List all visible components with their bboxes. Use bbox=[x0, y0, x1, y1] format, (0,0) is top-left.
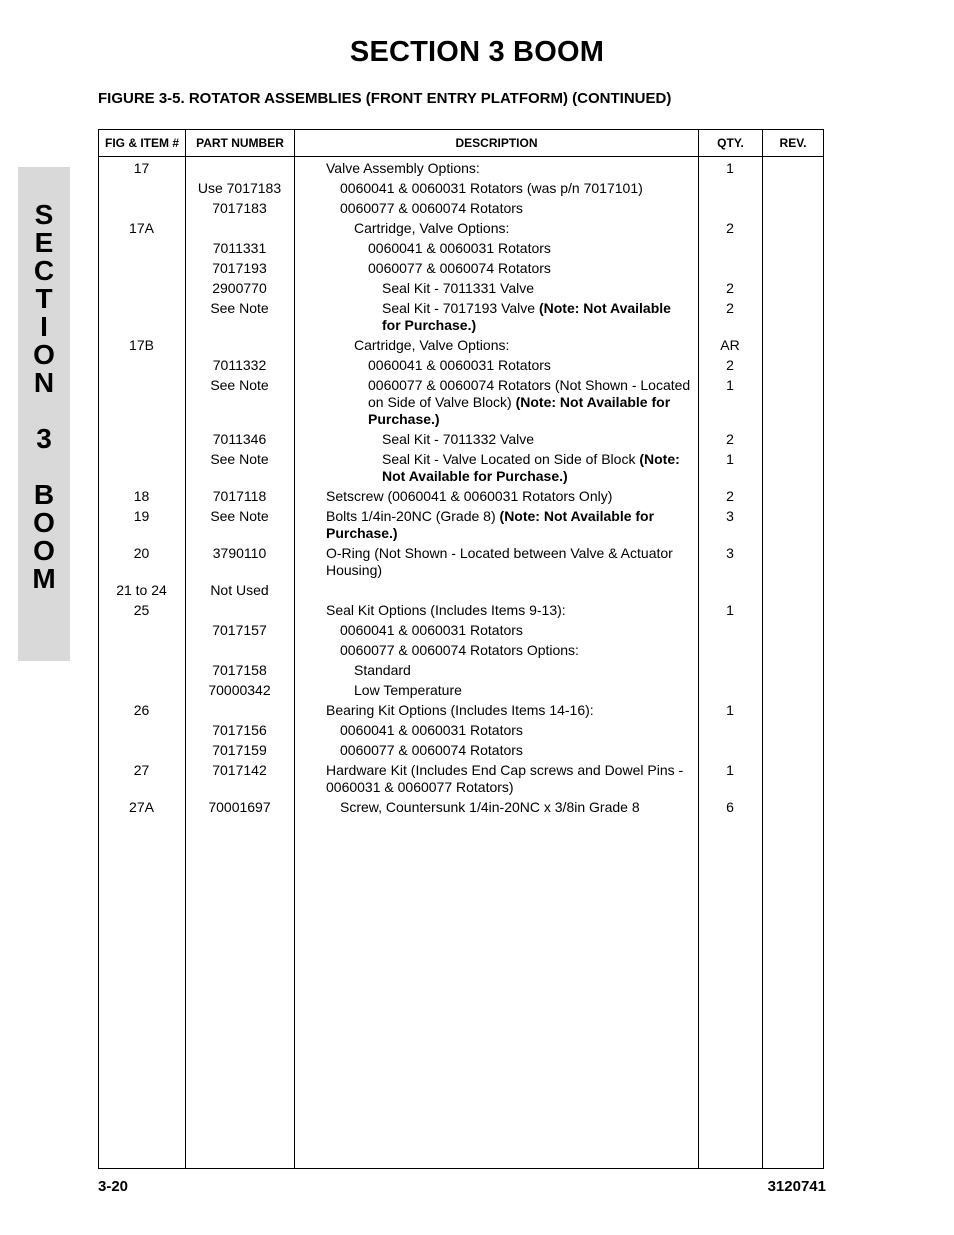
part-number-cell: 70000342 bbox=[208, 682, 271, 698]
description-text: 0060077 & 0060074 Rotators (Not Shown - Located on Side of Valve Block) bbox=[368, 377, 691, 410]
qty-cell: 2 bbox=[726, 357, 734, 373]
description-cell bbox=[294, 799, 698, 816]
table-row bbox=[98, 160, 824, 177]
qty-cell: 2 bbox=[726, 431, 734, 447]
table-row bbox=[98, 260, 824, 277]
description-cell bbox=[294, 357, 698, 374]
qty-cell: 3 bbox=[726, 545, 734, 561]
qty-cell: 1 bbox=[726, 451, 734, 467]
column-header-part-number: PART NUMBER bbox=[186, 130, 295, 157]
description-text: Cartridge, Valve Options: bbox=[354, 220, 510, 236]
table-row bbox=[98, 357, 824, 374]
table-row bbox=[98, 377, 824, 428]
description-cell bbox=[294, 488, 698, 505]
table-row bbox=[98, 337, 824, 354]
description-text: Seal Kit Options (Includes Items 9-13): bbox=[326, 602, 566, 618]
description-text: 0060077 & 0060074 Rotators Options: bbox=[340, 642, 579, 658]
description-text: 0060041 & 0060031 Rotators bbox=[368, 357, 551, 373]
description-cell bbox=[294, 220, 698, 237]
description-cell bbox=[294, 682, 698, 699]
description-text: Bearing Kit Options (Includes Items 14-16): bbox=[326, 702, 594, 718]
description-text: Low Temperature bbox=[354, 682, 462, 698]
side-tab-letter: O bbox=[33, 339, 55, 370]
description-note: (Note: Not Available for Purchase.) bbox=[368, 394, 671, 427]
table-row bbox=[98, 180, 824, 197]
part-number-cell: 7017158 bbox=[212, 662, 267, 678]
side-tab-letter: B bbox=[33, 479, 55, 510]
table-row bbox=[98, 300, 824, 334]
description-cell bbox=[294, 642, 698, 659]
item-number-cell: 27 bbox=[133, 762, 150, 778]
column-header-qty: QTY. bbox=[699, 130, 763, 157]
qty-cell: 2 bbox=[726, 300, 734, 316]
description-cell bbox=[294, 545, 698, 579]
side-tab-letter: 3 bbox=[36, 423, 52, 454]
qty-cell: 1 bbox=[726, 762, 734, 778]
table-row bbox=[98, 545, 824, 579]
description-text: 0060041 & 0060031 Rotators bbox=[368, 240, 551, 256]
side-tab-letter: T bbox=[35, 283, 53, 314]
description-cell bbox=[294, 431, 698, 448]
qty-cell: 6 bbox=[726, 799, 734, 815]
column-header-rev: REV. bbox=[763, 130, 824, 157]
item-number-cell: 21 to 24 bbox=[116, 582, 167, 598]
table-row bbox=[98, 702, 824, 719]
description-text: Cartridge, Valve Options: bbox=[354, 337, 510, 353]
part-number-cell: Use 7017183 bbox=[197, 180, 282, 196]
table-row bbox=[98, 508, 824, 542]
figure-title: FIGURE 3-5. ROTATOR ASSEMBLIES (FRONT ENTRY PLATFORM) (CONTINUED) bbox=[98, 90, 672, 107]
part-number-cell: Not Used bbox=[210, 582, 269, 598]
column-header-item: FIG & ITEM # bbox=[99, 130, 186, 157]
qty-cell: 3 bbox=[726, 508, 734, 524]
part-number-cell: See Note bbox=[210, 508, 269, 524]
description-text: Screw, Countersunk 1/4in-20NC x 3/8in Grade 8 bbox=[340, 799, 640, 815]
qty-cell: 1 bbox=[726, 702, 734, 718]
description-note: (Note: Not Available for Purchase.) bbox=[382, 451, 680, 484]
table-row bbox=[98, 240, 824, 257]
part-number-cell: 7017142 bbox=[212, 762, 267, 778]
description-cell bbox=[294, 240, 698, 257]
description-cell bbox=[294, 451, 698, 485]
table-row bbox=[98, 622, 824, 639]
part-number-cell: See Note bbox=[210, 377, 269, 393]
part-number-cell: 70001697 bbox=[208, 799, 271, 815]
description-text: 0060041 & 0060031 Rotators bbox=[340, 722, 523, 738]
qty-cell: 2 bbox=[726, 488, 734, 504]
qty-cell: 2 bbox=[726, 280, 734, 296]
table-row bbox=[98, 742, 824, 759]
table-row bbox=[98, 200, 824, 217]
side-tab-letter: I bbox=[40, 311, 48, 342]
table-row bbox=[98, 582, 824, 599]
description-note: (Note: Not Available for Purchase.) bbox=[382, 300, 671, 333]
description-cell bbox=[294, 260, 698, 277]
description-cell bbox=[294, 602, 698, 619]
table-row bbox=[98, 488, 824, 505]
description-cell bbox=[294, 702, 698, 719]
side-tab-text bbox=[18, 201, 70, 593]
table-row bbox=[98, 682, 824, 699]
side-tab-letter: S bbox=[34, 199, 54, 230]
part-number-cell: See Note bbox=[210, 451, 269, 467]
description-text: Standard bbox=[354, 662, 411, 678]
section-title: SECTION 3 BOOM bbox=[349, 36, 605, 68]
table-row bbox=[98, 602, 824, 619]
item-number-cell: 19 bbox=[133, 508, 150, 524]
item-number-cell: 18 bbox=[133, 488, 150, 504]
side-tab-letter: M bbox=[32, 563, 56, 594]
side-tab-letter: O bbox=[33, 535, 55, 566]
description-text: 0060077 & 0060074 Rotators bbox=[340, 200, 523, 216]
item-number-cell: 17A bbox=[129, 220, 154, 236]
parts-table-rows bbox=[98, 157, 824, 816]
page-number: 3-20 bbox=[98, 1178, 129, 1195]
qty-cell: 2 bbox=[726, 220, 734, 236]
qty-cell: 1 bbox=[726, 602, 734, 618]
item-number-cell: 25 bbox=[133, 602, 150, 618]
description-text: 0060041 & 0060031 Rotators bbox=[340, 622, 523, 638]
part-number-cell: 7011331 bbox=[212, 240, 267, 256]
item-number-cell: 26 bbox=[133, 702, 150, 718]
qty-cell: 1 bbox=[726, 377, 734, 393]
qty-cell: AR bbox=[720, 337, 740, 353]
description-cell bbox=[294, 180, 698, 197]
description-cell bbox=[294, 377, 698, 428]
description-cell bbox=[294, 662, 698, 679]
part-number-cell: 3790110 bbox=[212, 545, 267, 561]
table-row bbox=[98, 280, 824, 297]
part-number-cell: See Note bbox=[210, 300, 269, 316]
side-tab-letter: E bbox=[34, 227, 54, 258]
part-number-cell: 7017159 bbox=[212, 742, 267, 758]
description-cell bbox=[294, 200, 698, 217]
description-cell bbox=[294, 762, 698, 796]
description-text: Seal Kit - 7011331 Valve bbox=[382, 280, 535, 296]
description-cell bbox=[294, 300, 698, 334]
description-cell bbox=[294, 337, 698, 354]
section-side-tab bbox=[18, 167, 70, 661]
table-row bbox=[98, 799, 824, 816]
part-number-cell: 7011346 bbox=[212, 431, 267, 447]
table-row bbox=[98, 642, 824, 659]
item-number-cell: 20 bbox=[133, 545, 150, 561]
item-number-cell: 27A bbox=[129, 799, 154, 815]
part-number-cell: 7017183 bbox=[212, 200, 267, 216]
part-number-cell: 2900770 bbox=[212, 280, 267, 296]
description-text: Hardware Kit (Includes End Cap screws and Dowel Pins - 0060031 & 0060077 Rotators) bbox=[326, 762, 684, 795]
description-text: Seal Kit - 7011332 Valve bbox=[382, 431, 535, 447]
description-text: Seal Kit - 7017193 Valve bbox=[382, 300, 539, 316]
table-row bbox=[98, 431, 824, 448]
description-cell bbox=[294, 508, 698, 542]
item-number-cell: 17B bbox=[129, 337, 154, 353]
part-number-cell: 7017156 bbox=[212, 722, 267, 738]
description-cell bbox=[294, 722, 698, 739]
part-number-cell: 7017193 bbox=[212, 260, 267, 276]
table-row bbox=[98, 762, 824, 796]
description-cell bbox=[294, 742, 698, 759]
description-cell bbox=[294, 280, 698, 297]
part-number-cell: 7017118 bbox=[212, 488, 267, 504]
description-text: Bolts 1/4in-20NC (Grade 8) bbox=[326, 508, 500, 524]
description-note: (Note: Not Available for Purchase.) bbox=[326, 508, 655, 541]
description-text: Setscrew (0060041 & 0060031 Rotators Only) bbox=[326, 488, 613, 504]
side-tab-letter: C bbox=[33, 255, 55, 286]
description-cell bbox=[294, 160, 698, 177]
item-number-cell: 17 bbox=[133, 160, 150, 176]
table-row bbox=[98, 722, 824, 739]
table-row bbox=[98, 220, 824, 237]
column-header-description: DESCRIPTION bbox=[295, 130, 699, 157]
side-tab-letter: N bbox=[33, 367, 55, 398]
part-number-cell: 7017157 bbox=[212, 622, 267, 638]
table-row bbox=[98, 451, 824, 485]
description-text: 0060077 & 0060074 Rotators bbox=[340, 742, 523, 758]
description-cell bbox=[294, 622, 698, 639]
side-tab-letter: O bbox=[33, 507, 55, 538]
document-number: 3120741 bbox=[767, 1178, 826, 1195]
table-row bbox=[98, 662, 824, 679]
description-text: 0060077 & 0060074 Rotators bbox=[368, 260, 551, 276]
description-text: O-Ring (Not Shown - Located between Valve & Actuator Housing) bbox=[326, 545, 673, 578]
description-text: Seal Kit - Valve Located on Side of Block bbox=[382, 451, 640, 467]
description-text: Valve Assembly Options: bbox=[326, 160, 480, 176]
part-number-cell: 7011332 bbox=[212, 357, 267, 373]
qty-cell: 1 bbox=[726, 160, 734, 176]
description-text: 0060041 & 0060031 Rotators (was p/n 7017101) bbox=[340, 180, 643, 196]
